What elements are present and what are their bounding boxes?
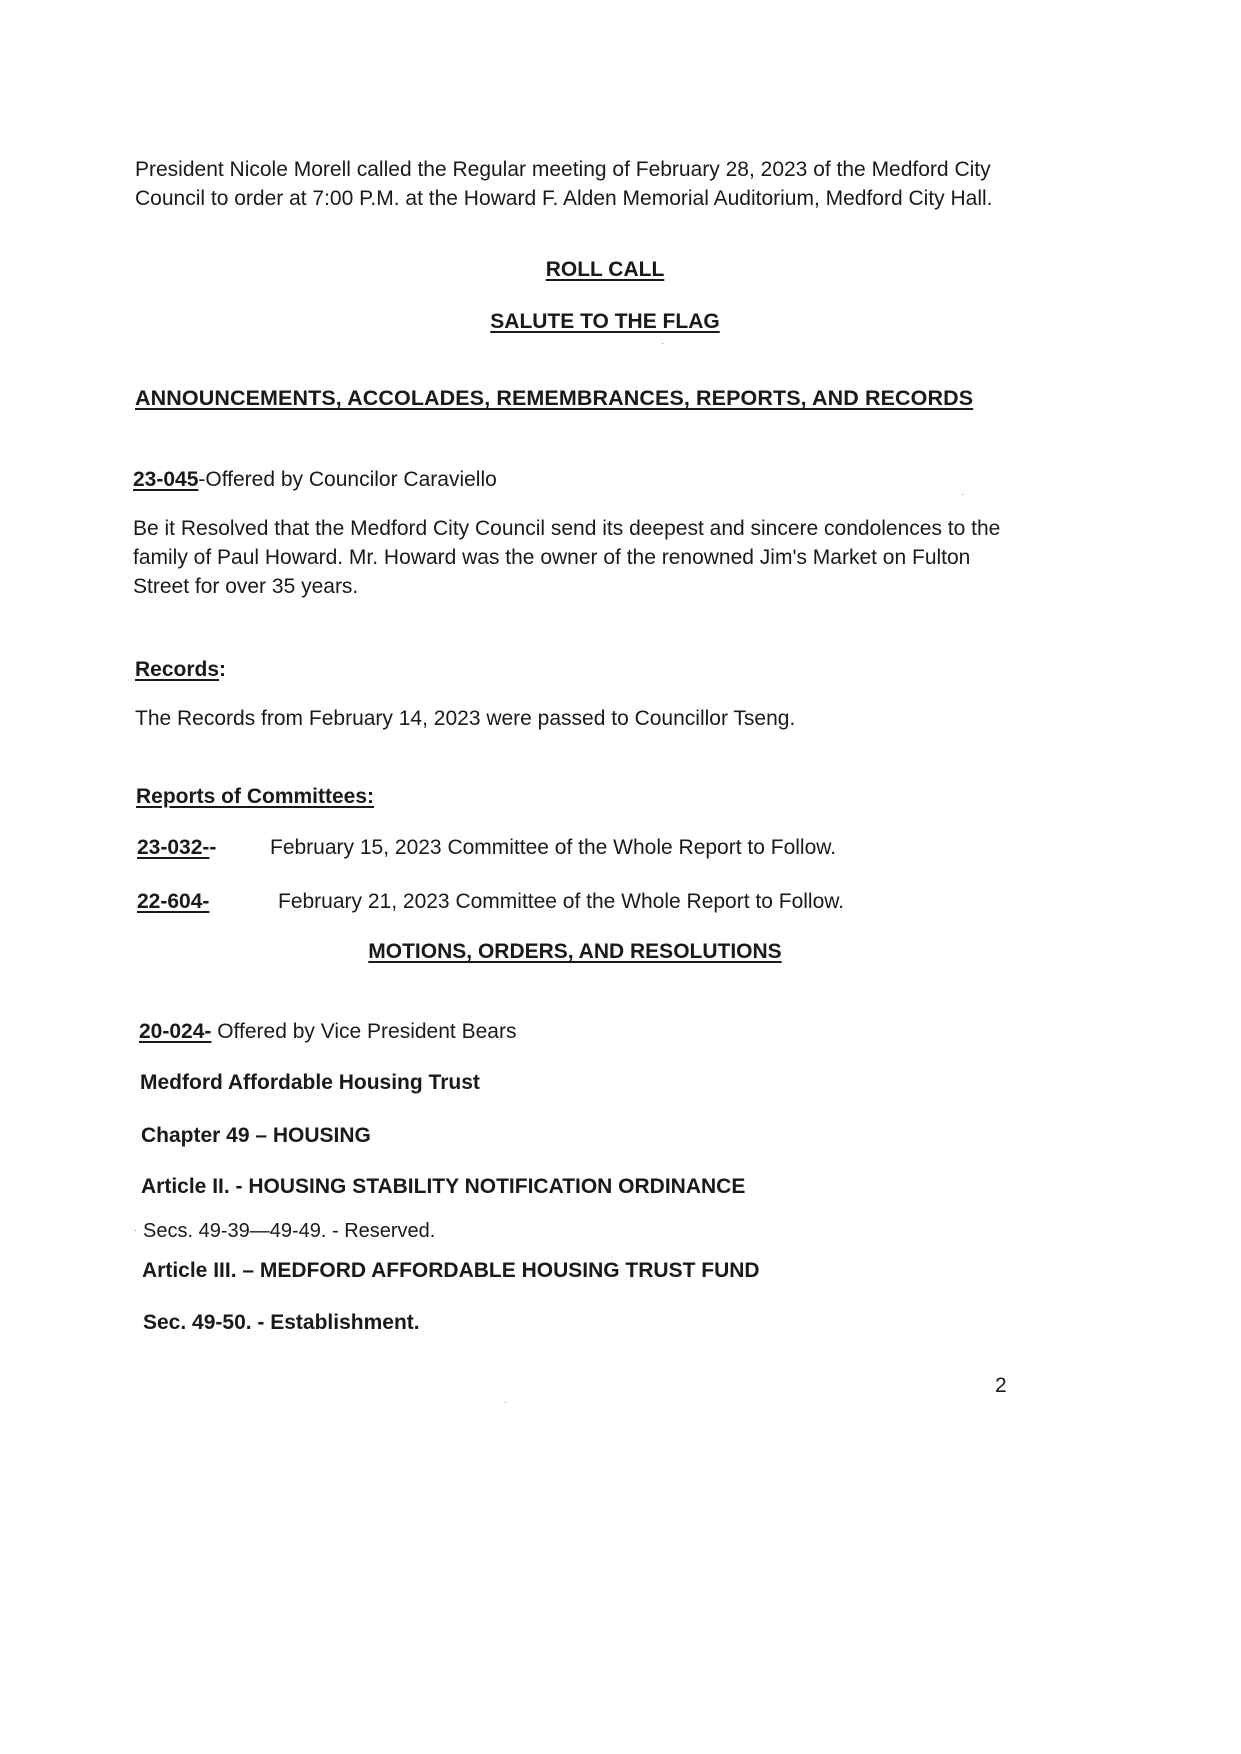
scan-speck <box>505 1402 506 1403</box>
item-number: 23-045 <box>133 468 199 491</box>
secs-reserved: Secs. 49-39—49-49. - Reserved. <box>143 1220 436 1242</box>
announcements-heading: ANNOUNCEMENTS, ACCOLADES, REMEMBRANCES, REPORTS, AND RECORDS <box>135 386 974 410</box>
section-establishment: Sec. 49-50. - Establishment. <box>143 1311 420 1334</box>
item-20-024-line <box>139 1020 516 1044</box>
item-offered-by: Offered by Vice President Bears <box>211 1020 517 1043</box>
report-item-text: February 21, 2023 Committee of the Whole Report to Follow. <box>278 890 845 913</box>
motions-heading: MOTIONS, ORDERS, AND RESOLUTIONS <box>368 940 782 963</box>
item-offered-by: -Offered by Councilor Caraviello <box>198 468 497 491</box>
item-number: 20-024- <box>139 1020 212 1043</box>
intro-paragraph: President Nicole Morell called the Regular meeting of February 28, 2023 of the Medford City Council to order at 7:00 P.M. at the Howard F. Alden Memorial Auditorium, Medford City Hall. <box>135 158 993 210</box>
item-23-045-line <box>133 468 497 492</box>
condolence-resolution: Be it Resolved that the Medford City Council send its deepest and sincere condolences to the family of Paul Howard. Mr. Howard was the owner of the renowned Jim's Market on Fulton Street for over 35 years. <box>133 517 1001 598</box>
report-item-number: 22-604- <box>137 890 210 913</box>
chapter-heading: Chapter 49 – HOUSING <box>141 1124 371 1147</box>
scan-speck <box>135 1230 136 1231</box>
report-item-text: February 15, 2023 Committee of the Whole Report to Follow. <box>270 836 837 859</box>
records-heading-label: Records <box>135 658 220 681</box>
roll-call-heading: ROLL CALL <box>545 258 665 281</box>
scan-speck <box>962 494 963 495</box>
article-ii-heading: Article II. - HOUSING STABILITY NOTIFICATION ORDINANCE <box>141 1175 746 1198</box>
report-item <box>137 890 937 914</box>
records-text: The Records from February 14, 2023 were passed to Councillor Tseng. <box>135 707 796 730</box>
reports-heading: Reports of Committees: <box>136 785 375 808</box>
scan-speck <box>662 343 663 344</box>
housing-trust-title: Medford Affordable Housing Trust <box>140 1071 480 1094</box>
salute-heading: SALUTE TO THE FLAG <box>490 310 720 333</box>
report-item <box>137 836 937 860</box>
article-iii-heading: Article III. – MEDFORD AFFORDABLE HOUSING TRUST FUND <box>142 1259 760 1282</box>
records-heading <box>135 658 226 682</box>
report-item-number: 23-032-- <box>137 836 217 859</box>
records-heading-colon: : <box>219 658 227 681</box>
page-number: 2 <box>995 1374 1007 1397</box>
